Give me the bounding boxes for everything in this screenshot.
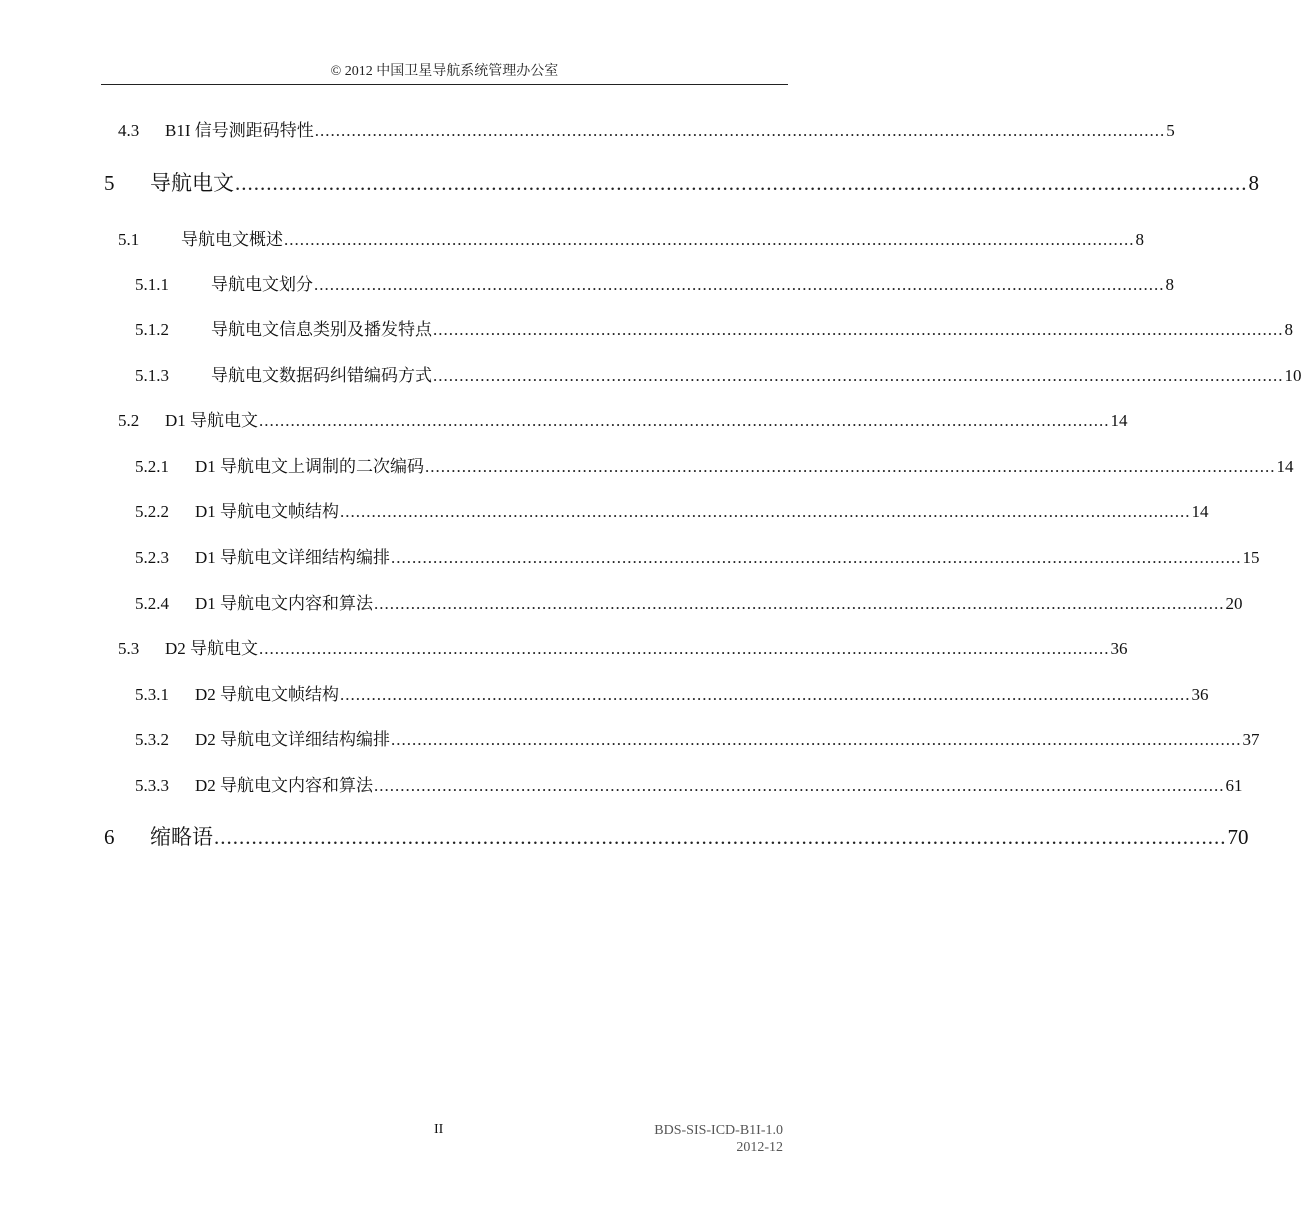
footer-document-info [654,1122,783,1156]
toc-number: 5.3.2 [135,730,169,749]
toc-leader-dots: .................................................................................................................................................................. [374,594,1225,613]
toc-page-number: 10 [1284,366,1302,385]
toc-entry[interactable] [135,680,1209,705]
toc-title: B1I 信号测距码特性 [165,121,314,140]
toc-page-number: 8 [1135,230,1144,249]
toc-number: 6 [104,825,115,849]
toc-leader-dots: .................................................................................................................................................................. [259,411,1110,430]
toc-page-number: 8 [1165,275,1174,294]
toc-title: 导航电文 [150,171,234,195]
toc-leader-dots: .................................................................................................................................................................. [425,457,1276,476]
toc-entry[interactable] [135,725,1260,750]
toc-page-number: 8 [1248,171,1259,195]
toc-leader-dots: .................................................................................................................................................................. [259,639,1110,658]
toc-leader-dots: .................................................................................................................................................................. [340,685,1191,704]
toc-entry[interactable] [135,452,1294,477]
toc-page-number: 37 [1242,730,1260,749]
toc-page-number: 36 [1191,685,1209,704]
toc-leader-dots: .................................................................................................................................................................. [433,320,1284,339]
toc-number: 4.3 [118,121,140,140]
toc-page-number: 8 [1284,320,1293,339]
toc-entry[interactable] [135,315,1293,340]
toc-number: 5.1.3 [135,366,169,385]
toc-page-number: 36 [1110,639,1128,658]
toc-title: 导航电文数据码纠错编码方式 [211,366,432,385]
toc-number: 5.2.1 [135,457,169,476]
toc-leader-dots: .................................................................................................................................................................. [314,121,1166,140]
toc-leader-dots: .................................................................................................................................................................. [214,825,1227,849]
toc-title: D1 导航电文上调制的二次编码 [195,457,425,476]
toc-leader-dots: .................................................................................................................................................................. [391,730,1242,749]
toc-number: 5.3.3 [135,776,169,795]
toc-entry[interactable] [135,270,1174,295]
toc-entry[interactable] [104,167,1259,197]
toc-number: 5.3.1 [135,685,169,704]
toc-page-number: 20 [1225,594,1243,613]
toc-entry[interactable] [135,361,1302,386]
toc-page-number: 15 [1242,548,1260,567]
toc-number: 5.1 [118,230,140,249]
toc-leader-dots: .................................................................................................................................................................. [284,230,1135,249]
toc-title: D1 导航电文内容和算法 [195,594,374,613]
toc-title: D1 导航电文详细结构编排 [195,548,391,567]
toc-number: 5.3 [118,639,140,658]
toc-title: 导航电文划分 [211,275,313,294]
toc-entry[interactable] [135,771,1243,796]
toc-leader-dots: .................................................................................................................................................................. [433,366,1284,385]
toc-title: D1 导航电文 [165,411,259,430]
toc-number: 5.2.2 [135,502,169,521]
toc-page-number: 14 [1110,411,1128,430]
toc-entry[interactable] [135,589,1243,614]
toc-entry[interactable] [135,497,1209,522]
toc-leader-dots: .................................................................................................................................................................. [314,275,1165,294]
toc-number: 5.2.3 [135,548,169,567]
toc-page-number: 14 [1191,502,1209,521]
toc-title: D2 导航电文详细结构编排 [195,730,391,749]
footer-doc-date: 2012-12 [736,1140,783,1155]
toc-title: D1 导航电文帧结构 [195,502,340,521]
toc-leader-dots: .................................................................................................................................................................. [374,776,1225,795]
toc-number: 5.2.4 [135,594,169,613]
toc-page-number: 5 [1166,121,1175,140]
toc-number: 5 [104,171,115,195]
toc-number: 5.1.2 [135,320,169,339]
toc-title: 导航电文概述 [181,230,283,249]
toc-page-number: 61 [1225,776,1243,795]
toc-entry[interactable] [118,406,1128,431]
running-header: © 2012 中国卫星导航系统管理办公室 [101,62,788,85]
toc-entry[interactable] [118,634,1128,659]
toc-number: 5.2 [118,411,140,430]
footer-page-number: II [434,1122,444,1137]
toc-leader-dots: .................................................................................................................................................................. [235,171,1248,195]
toc-entry[interactable] [104,821,1249,851]
toc-entry[interactable] [118,116,1175,141]
footer-doc-id: BDS-SIS-ICD-B1I-1.0 [654,1123,783,1138]
toc-leader-dots: .................................................................................................................................................................. [391,548,1242,567]
toc-title: D2 导航电文 [165,639,259,658]
toc-number: 5.1.1 [135,275,169,294]
toc-title: 导航电文信息类别及播发特点 [211,320,432,339]
toc-title: D2 导航电文内容和算法 [195,776,374,795]
toc-page-number: 14 [1276,457,1294,476]
toc-title: D2 导航电文帧结构 [195,685,340,704]
toc-leader-dots: .................................................................................................................................................................. [340,502,1191,521]
toc-page-number: 70 [1227,825,1249,849]
toc-title: 缩略语 [150,825,213,849]
toc-entry[interactable] [118,225,1144,250]
toc-entry[interactable] [135,543,1260,568]
